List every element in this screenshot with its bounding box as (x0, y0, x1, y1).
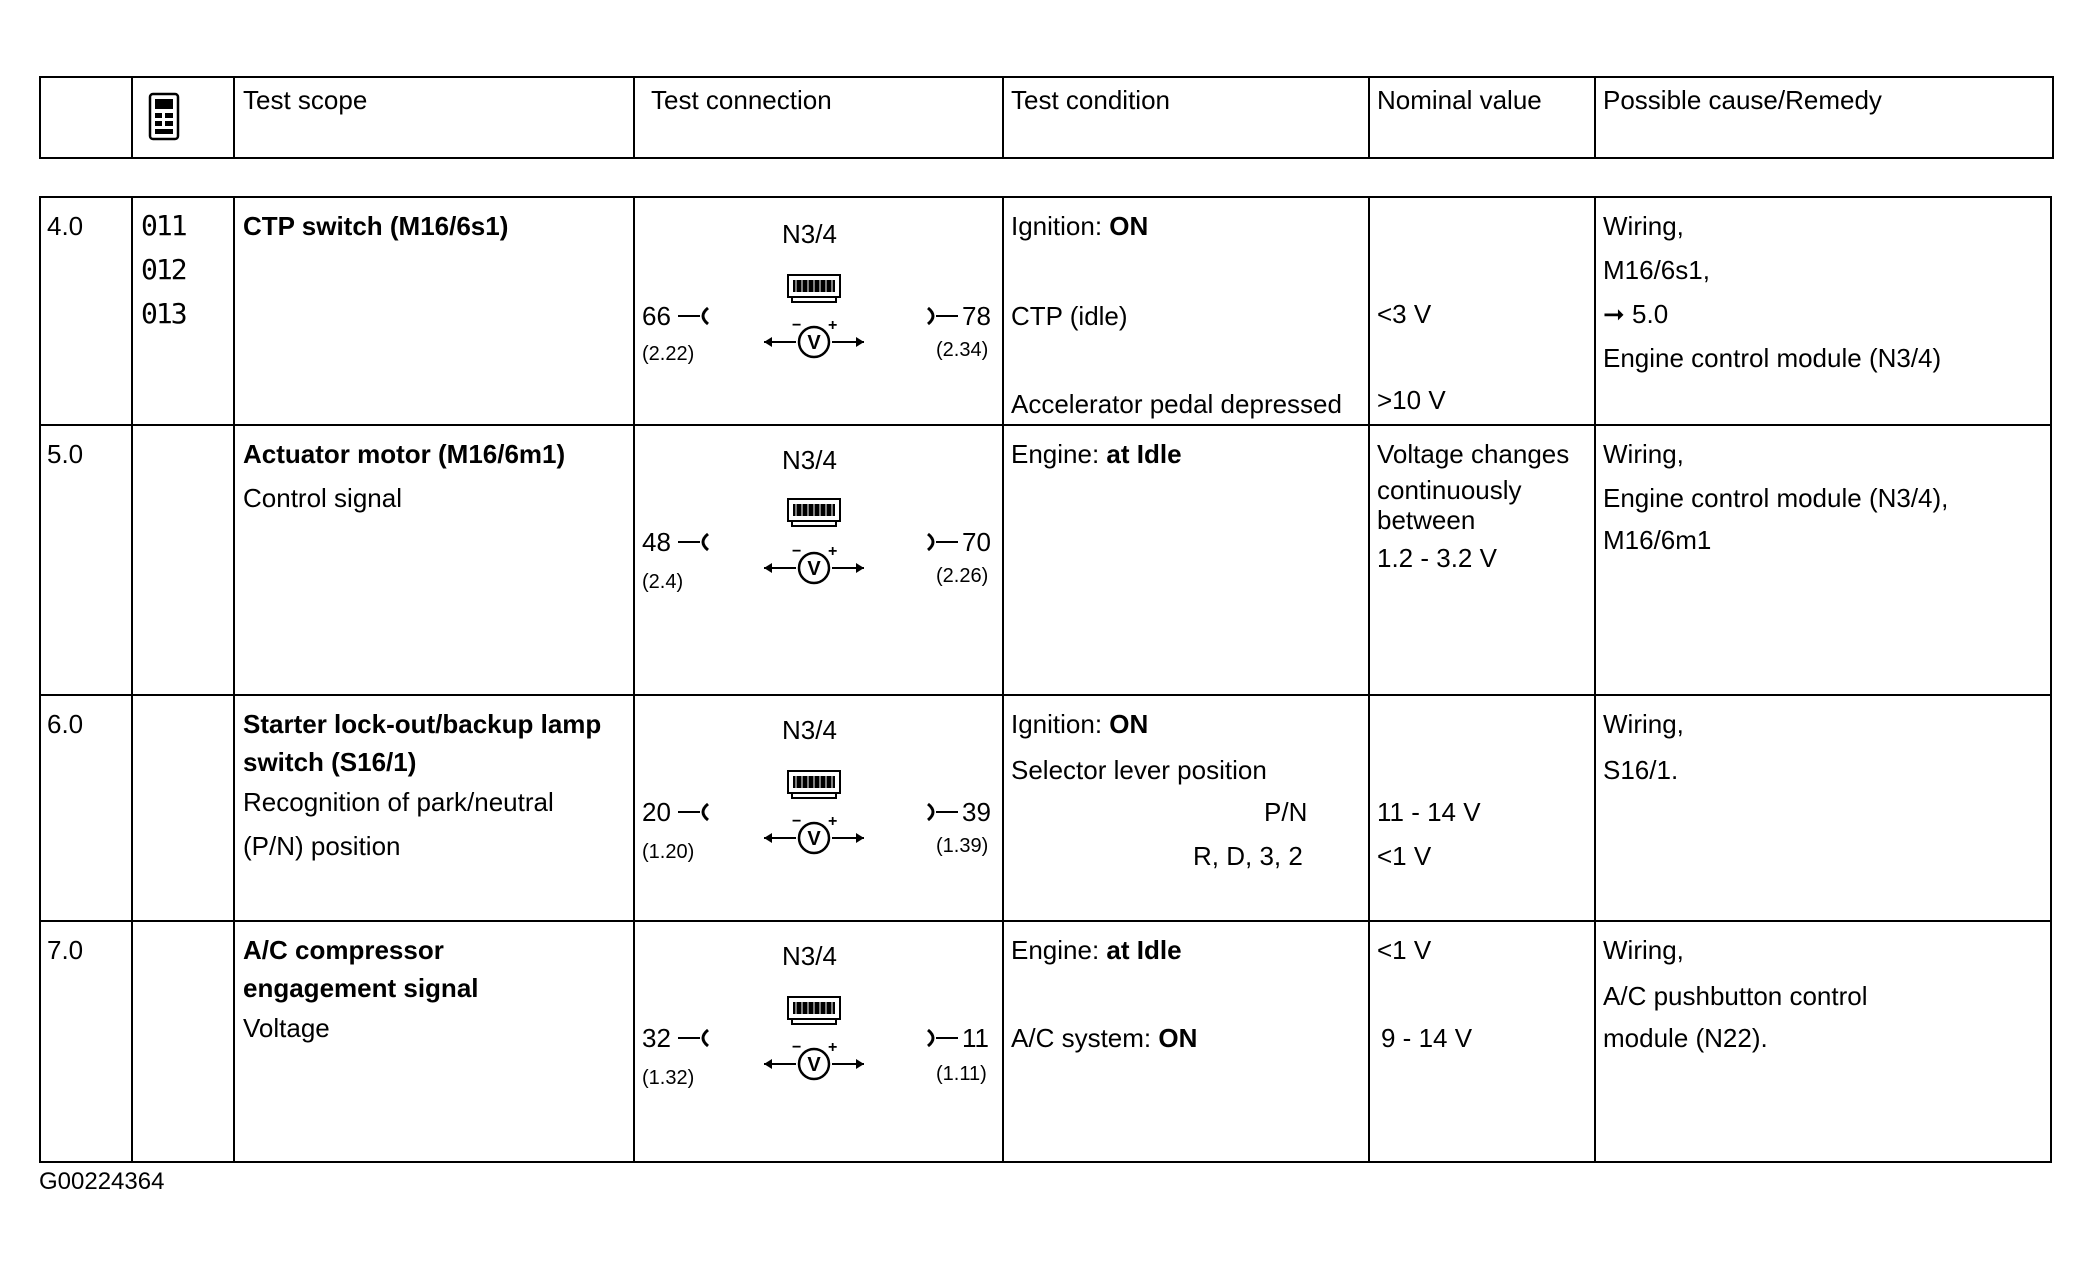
condition-line: P/N (1264, 797, 1308, 827)
left-ref: (2.22) (642, 343, 695, 365)
step-number: 7.0 (47, 935, 84, 965)
module-label: N3/4 (782, 715, 837, 745)
svg-text:−: − (792, 1039, 802, 1056)
left-ref: (1.32) (642, 1067, 695, 1089)
left-ref: (2.4) (642, 571, 684, 593)
voltmeter-icon (762, 542, 866, 586)
probe-right-icon (926, 802, 960, 822)
nominal-value: between (1377, 505, 1476, 535)
svg-text:+: + (828, 813, 838, 830)
right-ref: (2.26) (936, 565, 989, 587)
col-nominal-value: Nominal value (1377, 85, 1542, 115)
scope-title: A/C compressor (243, 935, 444, 965)
svg-text:+: + (828, 317, 838, 334)
step-number: 4.0 (47, 211, 84, 241)
fault-codes (141, 204, 186, 336)
handheld-tester-icon (147, 92, 181, 142)
nominal-value: <3 V (1377, 299, 1432, 329)
nominal-value: 9 - 14 V (1381, 1023, 1473, 1053)
col-possible-cause: Possible cause/Remedy (1603, 85, 1882, 115)
nominal-value: <1 V (1377, 935, 1432, 965)
connector-icon (784, 272, 844, 306)
condition-line: A/C system: ON (1011, 1023, 1198, 1053)
right-pin: 39 (962, 797, 991, 827)
right-pin: 78 (962, 301, 991, 331)
svg-text:−: − (792, 317, 802, 334)
right-pin: 11 (962, 1023, 989, 1053)
scope-title: Actuator motor (M16/6m1) (243, 439, 566, 469)
remedy-line: ➞ 5.0 (1603, 299, 1669, 329)
scope-title: CTP switch (M16/6s1) (243, 211, 509, 241)
svg-text:V: V (807, 828, 821, 850)
scope-text: Voltage (243, 1013, 330, 1043)
remedy-line: M16/6m1 (1603, 525, 1712, 555)
svg-text:V: V (807, 558, 821, 580)
condition-line: CTP (idle) (1011, 301, 1128, 331)
remedy-line: Engine control module (N3/4) (1603, 343, 1942, 373)
remedy-line: Engine control module (N3/4), (1603, 483, 1949, 513)
right-pin: 70 (962, 527, 991, 557)
scope-text: Recognition of park/neutral (243, 787, 554, 817)
condition-line: Accelerator pedal depressed (1011, 389, 1342, 419)
connector-icon (784, 994, 844, 1028)
remedy-line: M16/6s1, (1603, 255, 1710, 285)
col-test-connection: Test connection (651, 85, 832, 115)
col-test-scope: Test scope (243, 85, 368, 115)
svg-text:−: − (792, 813, 802, 830)
left-pin: 66 (642, 301, 671, 331)
remedy-line: A/C pushbutton control (1603, 981, 1868, 1011)
module-label: N3/4 (782, 219, 837, 249)
nominal-value: >10 V (1377, 385, 1446, 415)
right-ref: (1.39) (936, 835, 989, 857)
nominal-value: Voltage changes (1377, 439, 1570, 469)
probe-right-icon (926, 532, 960, 552)
condition-line: R, D, 3, 2 (1193, 841, 1303, 871)
module-label: N3/4 (782, 941, 837, 971)
right-ref: (1.11) (936, 1063, 987, 1085)
scope-text: (P/N) position (243, 831, 401, 861)
connector-icon (784, 496, 844, 530)
condition-line: Ignition: ON (1011, 211, 1149, 241)
svg-text:+: + (828, 543, 838, 560)
condition-line: Engine: at Idle (1011, 935, 1182, 965)
nominal-value: 1.2 - 3.2 V (1377, 543, 1497, 573)
module-label: N3/4 (782, 445, 837, 475)
probe-right-icon (926, 1028, 960, 1048)
fault-code: 013 (141, 297, 186, 330)
nominal-value: 11 - 14 V (1377, 797, 1481, 827)
left-pin: 32 (642, 1023, 671, 1053)
probe-left-icon (676, 1028, 710, 1048)
svg-text:V: V (807, 332, 821, 354)
scope-title: Starter lock-out/backup lamp (243, 709, 602, 739)
probe-right-icon (926, 306, 960, 326)
svg-text:−: − (792, 543, 802, 560)
remedy-line: Wiring, (1603, 935, 1684, 965)
remedy-line: Wiring, (1603, 709, 1684, 739)
remedy-line: module (N22). (1603, 1023, 1768, 1053)
col-test-condition: Test condition (1011, 85, 1170, 115)
remedy-line: Wiring, (1603, 439, 1684, 469)
left-pin: 48 (642, 527, 671, 557)
step-number: 6.0 (47, 709, 84, 739)
nominal-value: <1 V (1377, 841, 1432, 871)
header-table (39, 76, 2054, 159)
figure-id: G00224364 (39, 1168, 165, 1195)
remedy-line: S16/1. (1603, 755, 1679, 785)
probe-left-icon (676, 306, 710, 326)
left-ref: (1.20) (642, 841, 695, 863)
right-ref: (2.34) (936, 339, 989, 361)
probe-left-icon (676, 802, 710, 822)
svg-text:+: + (828, 1039, 838, 1056)
svg-text:V: V (807, 1054, 821, 1076)
nominal-value: continuously (1377, 475, 1522, 505)
scope-title: engagement signal (243, 973, 479, 1003)
scope-text: Control signal (243, 483, 402, 513)
fault-code: 011 (141, 209, 186, 242)
condition-line: Ignition: ON (1011, 709, 1149, 739)
connector-icon (784, 768, 844, 802)
fault-code: 012 (141, 253, 186, 286)
step-number: 5.0 (47, 439, 84, 469)
test-table (39, 196, 2052, 1163)
left-pin: 20 (642, 797, 671, 827)
voltmeter-icon (762, 1038, 866, 1082)
scope-title: switch (S16/1) (243, 747, 417, 777)
condition-line: Selector lever position (1011, 755, 1267, 785)
probe-left-icon (676, 532, 710, 552)
voltmeter-icon (762, 316, 866, 360)
condition-line: Engine: at Idle (1011, 439, 1182, 469)
remedy-line: Wiring, (1603, 211, 1684, 241)
voltmeter-icon (762, 812, 866, 856)
